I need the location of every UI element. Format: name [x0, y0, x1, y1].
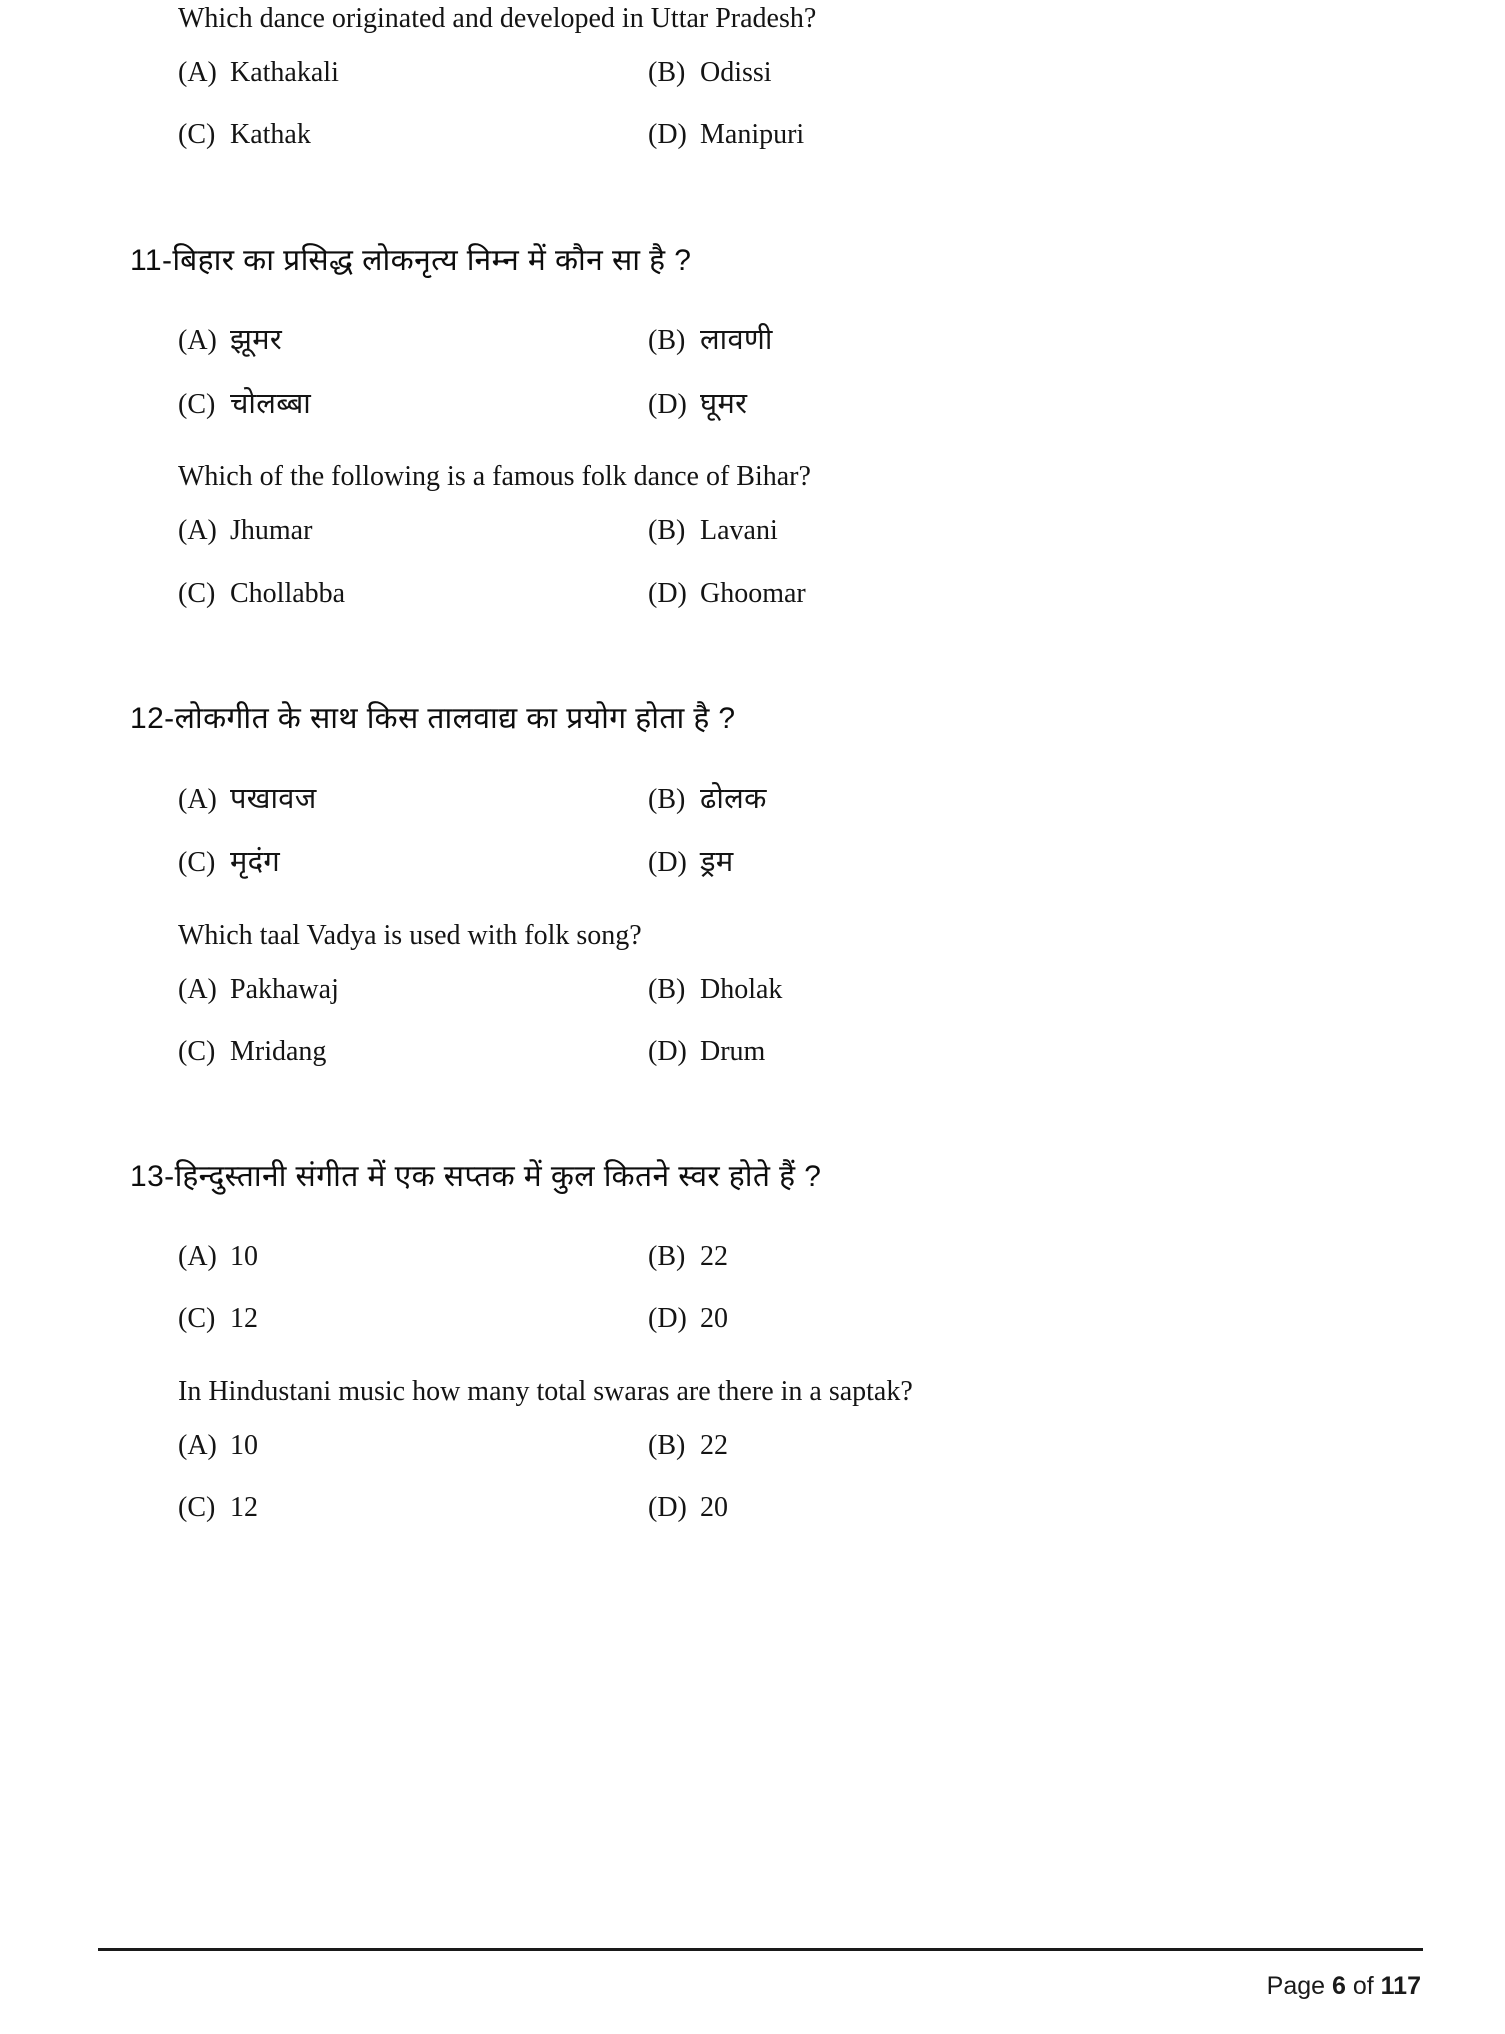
spacer [150, 1204, 1330, 1226]
option-text: Manipuri [700, 119, 805, 151]
option-b[interactable] [648, 768, 1330, 832]
options-english-11 [178, 500, 1330, 625]
option-label: (A) [178, 973, 217, 1005]
option-text: मृदंग [230, 846, 280, 879]
option-text: ड्रम [700, 846, 734, 879]
option-text: Mridang [230, 1036, 327, 1068]
option-c[interactable] [178, 1021, 648, 1083]
spacer [150, 167, 1330, 241]
option-text: Kathak [230, 119, 311, 151]
question-block-10 [150, 0, 1330, 167]
option-text: घूमर [700, 387, 748, 420]
question-prompt-hindi [130, 1157, 1330, 1198]
spacer [150, 1351, 1330, 1373]
option-label: (B) [648, 325, 686, 357]
option-label: (B) [648, 56, 686, 88]
option-text: लावणी [700, 324, 773, 357]
option-label: (D) [648, 1036, 687, 1068]
option-a[interactable] [178, 768, 648, 832]
question-text-hindi: हिन्दुस्तानी संगीत में एक सप्तक में कुल कितने स्वर होते हैं ? [174, 1160, 822, 1194]
spacer [150, 287, 1330, 309]
option-label: (B) [648, 515, 686, 547]
option-text: Kathakali [230, 56, 339, 88]
option-d[interactable] [648, 104, 1330, 166]
option-d[interactable] [648, 831, 1330, 895]
option-c[interactable] [178, 104, 648, 166]
option-b[interactable] [648, 959, 1330, 1021]
option-c[interactable] [178, 1288, 648, 1350]
option-text: 10 [230, 1429, 258, 1461]
option-text: Pakhawaj [230, 973, 339, 1005]
question-text-hindi: बिहार का प्रसिद्ध लोकनृत्य निम्न में कौन सा है ? [172, 243, 692, 277]
option-c[interactable] [178, 1477, 648, 1539]
option-text: 22 [700, 1240, 728, 1272]
option-text: 20 [700, 1491, 728, 1523]
option-text: 12 [230, 1303, 258, 1335]
options-hindi-13 [178, 1226, 1330, 1351]
option-label: (C) [178, 577, 216, 609]
option-c[interactable] [178, 831, 648, 895]
option-d[interactable] [648, 563, 1330, 625]
option-a[interactable] [178, 500, 648, 562]
option-text: Dholak [700, 973, 783, 1005]
option-d[interactable] [648, 1021, 1330, 1083]
option-b[interactable] [648, 500, 1330, 562]
option-text: झूमर [230, 324, 283, 357]
question-prompt-english: Which taal Vadya is used with folk song? [178, 919, 642, 951]
spacer [150, 436, 1330, 458]
footer-page-number: 6 [1331, 1972, 1346, 2000]
spacer [150, 895, 1330, 917]
option-label: (D) [648, 847, 687, 879]
option-text: Chollabba [230, 577, 346, 609]
option-text: Drum [700, 1036, 766, 1068]
option-label: (D) [648, 1491, 687, 1523]
options-hindi-11 [178, 309, 1330, 436]
option-label: (D) [648, 388, 687, 420]
option-label: (B) [648, 1429, 686, 1461]
option-label: (C) [178, 119, 216, 151]
options-english-13 [178, 1415, 1330, 1540]
option-label: (A) [178, 1429, 217, 1461]
option-label: (A) [178, 515, 217, 547]
options-english-12 [178, 959, 1330, 1084]
option-text: चोलब्बा [230, 387, 312, 420]
page-content [130, 0, 1330, 1539]
options-english-10 [178, 42, 1330, 167]
option-c[interactable] [178, 373, 648, 437]
option-b[interactable] [648, 1415, 1330, 1477]
options-hindi-12 [178, 768, 1330, 895]
option-text: 22 [700, 1429, 728, 1461]
question-prompt-hindi [130, 699, 1330, 740]
option-a[interactable] [178, 959, 648, 1021]
question-block-11 [130, 241, 1330, 625]
spacer [150, 1083, 1330, 1157]
option-label: (C) [178, 1036, 216, 1068]
spacer [150, 746, 1330, 768]
option-label: (C) [178, 1491, 216, 1523]
question-prompt-hindi [130, 241, 1330, 282]
question-prompt-english: Which dance originated and developed in Uttar Pradesh? [178, 3, 817, 34]
option-text: Jhumar [230, 515, 313, 547]
question-number: 12- [130, 702, 175, 736]
option-label: (D) [648, 119, 687, 151]
option-b[interactable] [648, 309, 1330, 373]
footer-page-label: Page [1266, 1972, 1326, 2000]
option-text: पखावज [230, 782, 317, 815]
option-a[interactable] [178, 309, 648, 373]
question-prompt-english: Which of the following is a famous folk dance of Bihar? [178, 461, 811, 493]
footer-divider [98, 1948, 1423, 1951]
option-label: (A) [178, 325, 217, 357]
option-b[interactable] [648, 1226, 1330, 1288]
option-label: (A) [178, 783, 217, 815]
footer-page-total: 117 [1380, 1972, 1421, 2000]
option-text: 10 [230, 1240, 258, 1272]
option-b[interactable] [648, 42, 1330, 104]
footer-of-label: of [1352, 1972, 1374, 2000]
option-d[interactable] [648, 373, 1330, 437]
option-text: 20 [700, 1303, 728, 1335]
option-label: (B) [648, 973, 686, 1005]
option-a[interactable] [178, 1415, 648, 1477]
option-a[interactable] [178, 42, 648, 104]
option-text: 12 [230, 1491, 258, 1523]
option-d[interactable] [648, 1288, 1330, 1350]
option-label: (C) [178, 1303, 216, 1335]
option-label: (D) [648, 1303, 687, 1335]
option-c[interactable] [178, 563, 648, 625]
question-text-hindi: लोकगीत के साथ किस तालवाद्य का प्रयोग होता है ? [174, 702, 736, 736]
page-footer [1267, 1972, 1421, 2001]
option-text: Lavani [700, 515, 778, 547]
option-label: (C) [178, 388, 216, 420]
option-text: ढोलक [700, 782, 767, 815]
option-label: (B) [648, 1240, 686, 1272]
option-label: (C) [178, 847, 216, 879]
option-d[interactable] [648, 1477, 1330, 1539]
option-label: (D) [648, 577, 687, 609]
option-text: Odissi [700, 56, 772, 88]
option-label: (A) [178, 56, 217, 88]
question-number: 13- [130, 1160, 175, 1194]
option-text: Ghoomar [700, 577, 806, 609]
option-a[interactable] [178, 1226, 648, 1288]
question-prompt-english: In Hindustani music how many total swaras are there in a saptak? [178, 1375, 913, 1407]
option-label: (B) [648, 783, 686, 815]
spacer [150, 625, 1330, 699]
question-block-12 [130, 699, 1330, 1083]
question-block-13 [130, 1157, 1330, 1539]
option-label: (A) [178, 1240, 217, 1272]
question-number: 11- [130, 243, 173, 277]
